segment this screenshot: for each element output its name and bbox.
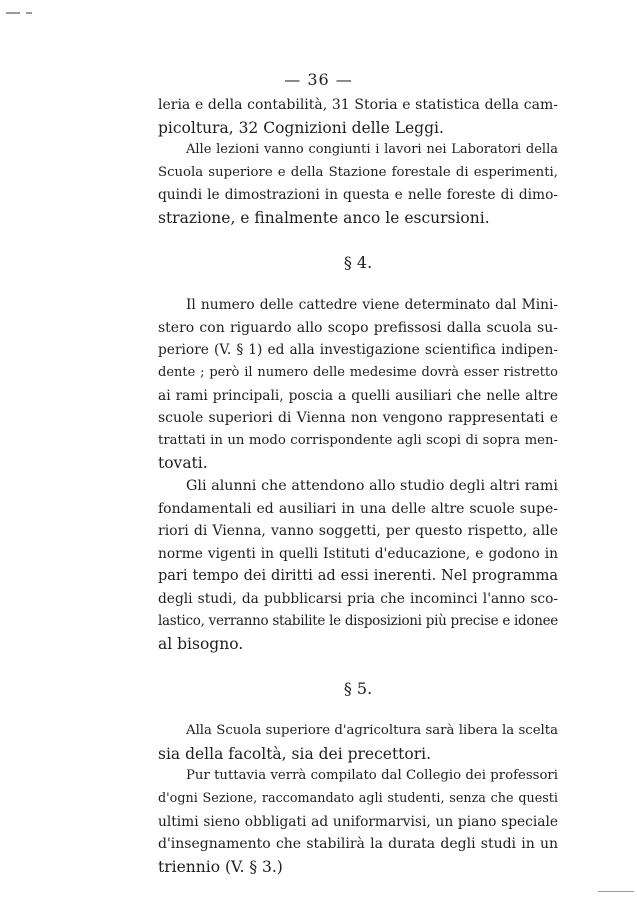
text-line: scuole superiori di Vienna non vengono rappresentati e: [158, 410, 558, 427]
text-line: ultimi sieno obbligati ad uniformarvisi, un piano speciale: [158, 813, 558, 830]
text-line: fondamentali ed ausiliari in una delle altre scuole supe-: [158, 500, 558, 517]
paragraph-study-plan: [158, 765, 558, 878]
paragraph-students: [158, 475, 558, 656]
text-line: riori di Vienna, vanno soggetti, per questo rispetto, alle: [158, 523, 558, 540]
text-line: al bisogno.: [158, 635, 244, 654]
text-line: Scuola superiore e della Stazione forestale di esperimenti,: [158, 164, 558, 180]
section-heading-5: § 5.: [343, 678, 373, 698]
text-line: sia della facoltà, sia dei precettori.: [158, 744, 432, 763]
text-block: [158, 94, 558, 878]
text-line: triennio (V. § 3.): [158, 857, 283, 876]
text-line: Gli alunni che attendono allo studio degli altri rami: [186, 477, 558, 494]
text-line: Alle lezioni vanno congiunti i lavori nei Laboratori della: [186, 142, 558, 158]
scan-artifact: [598, 891, 634, 892]
text-line: norme vigenti in quelli Istituti d'educazione, e godono in: [158, 545, 558, 562]
scan-artifact: [6, 12, 20, 14]
text-line: trattati in un modo corrispondente agli scopi di sopra men-: [158, 432, 558, 448]
section-heading-4: § 4.: [343, 252, 373, 272]
text-line: dente ; però il numero delle medesime dovrà esser ristretto: [158, 364, 558, 380]
text-line: degli studi, da pubblicarsi pria che incominci l'anno sco-: [158, 590, 558, 607]
paragraph-continuation: [158, 94, 558, 139]
text-line: Il numero delle cattedre viene determinato dal Mini-: [186, 297, 558, 314]
text-line: Pur tuttavia verrà compilato dal Collegio dei professori: [186, 768, 558, 784]
text-line: pari tempo dei diritti ad essi inerenti. Nel programma: [158, 568, 558, 585]
paragraph-freedom: [158, 720, 558, 765]
paragraph-lessons: [158, 139, 558, 229]
text-line: quindi le dimostrazioni in questa e nelle foreste di dimo-: [158, 187, 558, 204]
text-line: tovati.: [158, 454, 208, 473]
text-line: ai rami principali, poscia a quelli ausiliari che nelle altre: [158, 387, 558, 404]
text-line: strazione, e finalmente anco le escursioni.: [158, 208, 490, 227]
text-line: periore (V. § 1) ed alla investigazione scientifica indipen-: [158, 342, 558, 359]
text-line: leria e della contabilità, 31 Storia e statistica della cam-: [158, 97, 558, 113]
text-line: picoltura, 32 Cognizioni delle Leggi.: [158, 118, 444, 137]
paragraph-chairs: [158, 294, 558, 475]
text-line: stero con riguardo allo scopo prefissosi dalla scuola su-: [158, 319, 558, 336]
page-number: — 36 —: [284, 70, 353, 89]
text-line: Alla Scuola superiore d'agricoltura sarà libera la scelta: [186, 723, 558, 739]
text-line: lastico, verranno stabilite le disposizioni più precise e idonee: [158, 613, 558, 630]
scan-artifact: [26, 12, 32, 14]
text-line: d'ogni Sezione, raccomandato agli studenti, senza che questi: [158, 791, 558, 807]
text-line: d'insegnamento che stabilirà la durata degli studi in un: [158, 836, 558, 853]
